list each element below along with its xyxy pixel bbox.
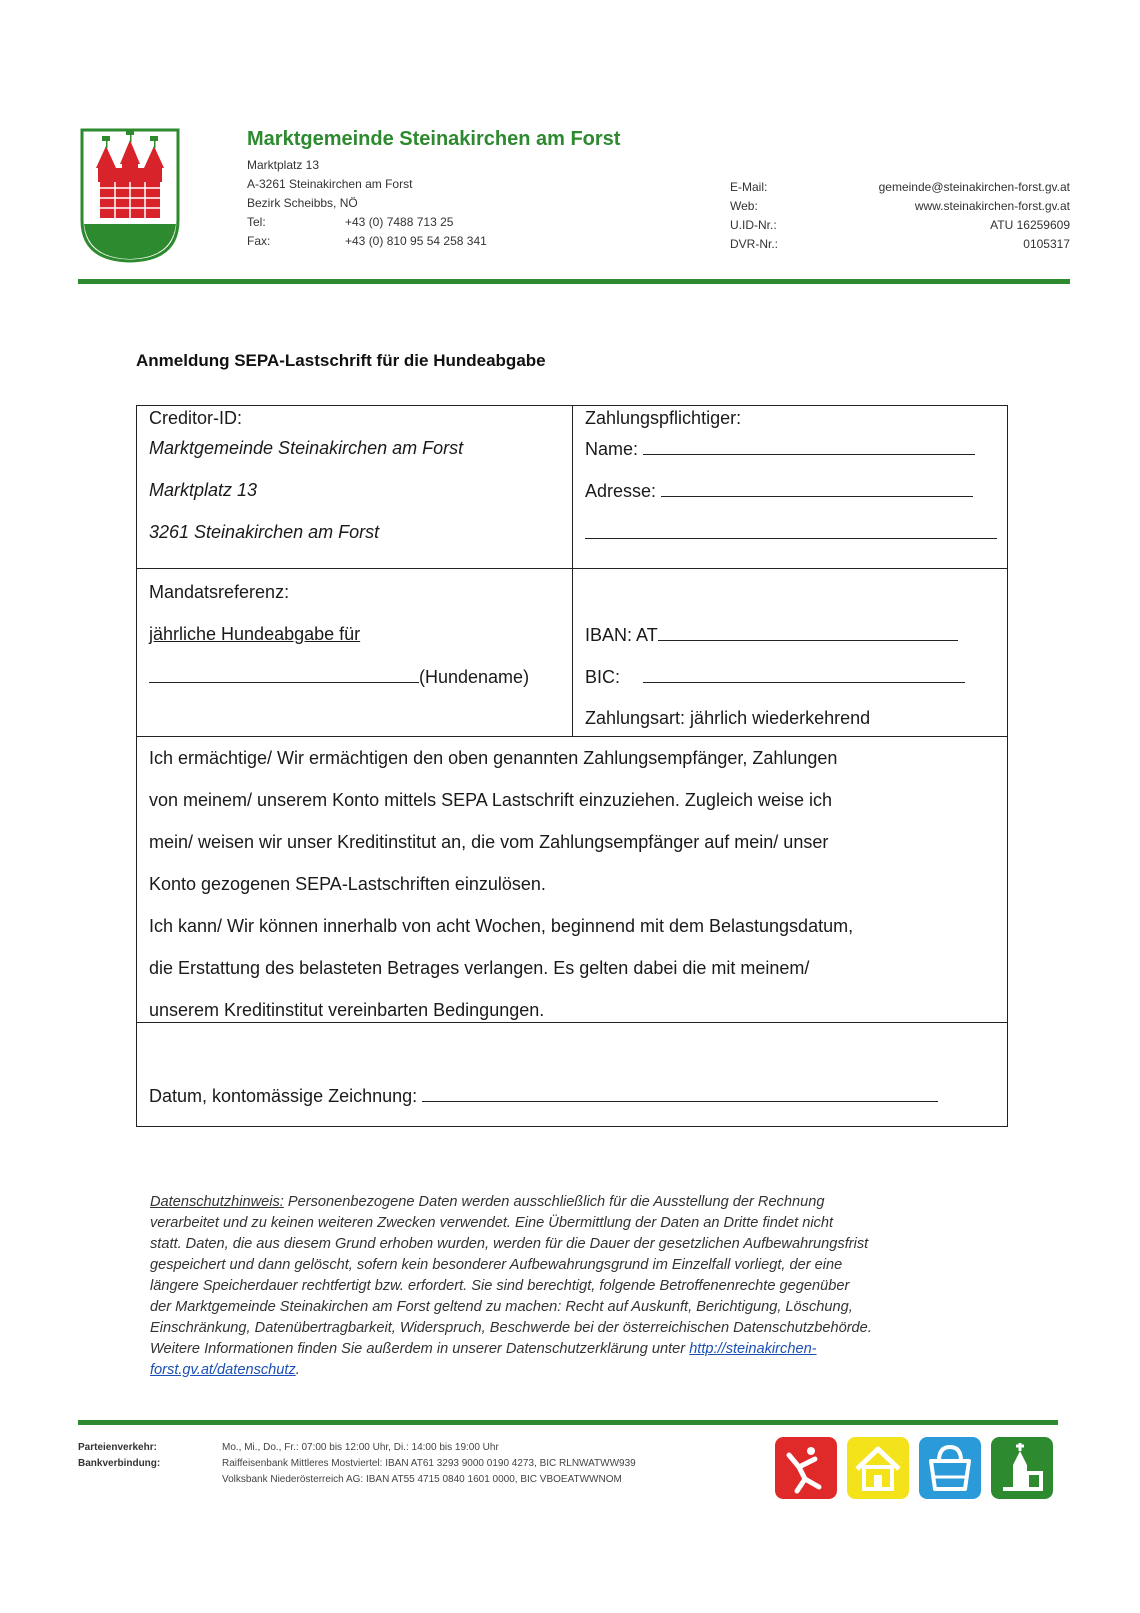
row-divider — [137, 1022, 1007, 1023]
dog-name-input-line[interactable] — [149, 664, 419, 683]
signature-input-line[interactable] — [422, 1083, 938, 1102]
mandate-text: jährliche Hundeabgabe für — [149, 624, 361, 644]
castle-crest-icon — [80, 128, 180, 263]
page-title: Anmeldung SEPA-Lastschrift für die Hundeabgabe — [136, 351, 546, 370]
address-input-line-2[interactable] — [585, 520, 997, 539]
bank-line: Volksbank Niederösterreich AG: IBAN AT55 4715 0840 1601 0000, BIC VBOEATWWNOM — [222, 1474, 622, 1485]
bic-label: BIC: — [585, 667, 621, 687]
org-name: Marktgemeinde Steinakirchen am Forst — [247, 128, 621, 150]
privacy-line: Weitere Informationen finden Sie außerdem in unserer Datenschutzerklärung unter — [150, 1341, 690, 1357]
dog-name-field[interactable] — [149, 664, 529, 689]
authorization-line: Ich ermächtige/ Wir ermächtigen den oben genannten Zahlungsempfänger, Zahlungen — [149, 748, 838, 768]
iban-input-line[interactable] — [658, 622, 958, 641]
dog-name-label: (Hundename) — [419, 667, 530, 687]
privacy-line: verarbeitet und zu keinen weiteren Zwecken verwendet. Eine Übermittlung der Daten an Dritte findet nicht — [150, 1215, 834, 1231]
contact-block — [730, 178, 1070, 254]
privacy-link-suffix: . — [295, 1362, 300, 1378]
phone-block — [247, 213, 487, 251]
iban-field[interactable] — [585, 622, 958, 647]
contact-label: U.ID-Nr.: — [730, 218, 777, 232]
address-line: A-3261 Steinakirchen am Forst — [247, 177, 413, 191]
address-field[interactable] — [585, 478, 973, 503]
privacy-line: längere Speicherdauer rechtfertigt bzw. erfordert. Sie sind berechtigt, folgende Betroffenenrechte gegenüber — [150, 1278, 850, 1294]
authorization-line: Ich kann/ Wir können innerhalb von acht Wochen, beginnend mit dem Belastungsdatum, — [149, 916, 854, 936]
contact-label: Web: — [730, 199, 758, 213]
authorization-line: mein/ weisen wir unser Kreditinstitut an, die vom Zahlungsempfänger auf mein/ unser — [149, 832, 829, 852]
hours-label: Parteienverkehr: — [78, 1442, 157, 1453]
authorization-line: die Erstattung des belasteten Betrages verlangen. Es gelten dabei die mit meinem/ — [149, 958, 810, 978]
bank-label: Bankverbindung: — [78, 1458, 161, 1469]
fax-label: Fax: — [247, 234, 271, 248]
contact-label: E-Mail: — [730, 180, 768, 194]
church-icon — [991, 1437, 1053, 1499]
header-divider — [78, 279, 1070, 284]
privacy-line: der Marktgemeinde Steinakirchen am Forst geltend zu machen: Recht auf Auskunft, Berichtigung, Löschung, — [150, 1299, 853, 1315]
house-icon — [847, 1437, 909, 1499]
sepa-form — [136, 405, 1008, 1127]
phone-label: Tel: — [247, 215, 266, 229]
uid-value: ATU 16259609 — [990, 218, 1070, 232]
creditor-label: Creditor-ID: — [149, 408, 243, 428]
privacy-link[interactable]: http://steinakirchen- — [689, 1341, 817, 1357]
signature-label: Datum, kontomässige Zeichnung: — [149, 1086, 418, 1106]
hours-text: Mo., Mi., Do., Fr.: 07:00 bis 12:00 Uhr, Di.: 14:00 bis 19:00 Uhr — [222, 1442, 499, 1453]
authorization-line: unserem Kreditinstitut vereinbarten Bedingungen. — [149, 1000, 545, 1020]
fax-value: +43 (0) 810 95 54 258 341 — [345, 234, 487, 248]
iban-label: IBAN: AT — [585, 625, 658, 645]
name-label: Name: — [585, 439, 639, 459]
creditor-name: Marktgemeinde Steinakirchen am Forst — [149, 438, 464, 458]
contact-label: DVR-Nr.: — [730, 237, 778, 251]
address-line: Marktplatz 13 — [247, 158, 320, 172]
column-divider — [572, 406, 573, 736]
address-label: Adresse: — [585, 481, 657, 501]
privacy-line: gespeichert und dann gelöscht, sofern kein besonderer Aufbewahrungsgrund im Einzelfall vorliegt, der eine — [150, 1257, 843, 1273]
name-input-line[interactable] — [643, 436, 975, 455]
signature-field[interactable] — [149, 1083, 938, 1108]
privacy-link-continued[interactable]: forst.gv.at/datenschutz — [150, 1362, 296, 1378]
row-divider — [137, 568, 1007, 569]
bic-input-line[interactable] — [643, 664, 965, 683]
creditor-street: Marktplatz 13 — [149, 480, 258, 500]
creditor-city: 3261 Steinakirchen am Forst — [149, 522, 380, 542]
address-line: Bezirk Scheibbs, NÖ — [247, 196, 358, 210]
privacy-line: Personenbezogene Daten werden ausschließlich für die Ausstellung der Rechnung — [283, 1194, 825, 1210]
payer-label: Zahlungspflichtiger: — [585, 408, 742, 428]
shopping-bag-icon — [919, 1437, 981, 1499]
name-field[interactable] — [585, 436, 975, 461]
authorization-line: Konto gezogenen SEPA-Lastschriften einzulösen. — [149, 874, 546, 894]
email-link[interactable]: gemeinde@steinakirchen-forst.gv.at — [878, 180, 1070, 194]
privacy-line: statt. Daten, die aus diesem Grund erhoben wurden, werden für die Dauer der gesetzlichen Aufbewahrungsfrist — [150, 1236, 869, 1252]
bank-line: Raiffeisenbank Mittleres Mostviertel: IBAN AT61 3293 9000 0190 4273, BIC RLNWATWW939 — [222, 1458, 636, 1469]
sport-figure-icon — [775, 1437, 837, 1499]
address-field-2[interactable] — [585, 520, 997, 545]
web-link[interactable]: www.steinakirchen-forst.gv.at — [914, 199, 1070, 213]
authorization-line: von meinem/ unserem Konto mittels SEPA Lastschrift einzuziehen. Zugleich weise ich — [149, 790, 832, 810]
phone-value: +43 (0) 7488 713 25 — [345, 215, 454, 229]
payment-type: Zahlungsart: jährlich wiederkehrend — [585, 708, 871, 728]
mandate-label: Mandatsreferenz: — [149, 582, 290, 602]
privacy-heading: Datenschutzhinweis: — [150, 1194, 284, 1210]
privacy-notice — [150, 1192, 1010, 1381]
footer-divider — [78, 1420, 1058, 1425]
privacy-line: Einschränkung, Datenübertragbarkeit, Widerspruch, Beschwerde bei der österreichischen Datenschutzbehörde. — [150, 1320, 872, 1336]
address-block — [247, 156, 412, 213]
dvr-value: 0105317 — [1023, 237, 1070, 251]
row-divider — [137, 736, 1007, 737]
address-input-line[interactable] — [661, 478, 973, 497]
bic-field[interactable] — [585, 664, 965, 689]
